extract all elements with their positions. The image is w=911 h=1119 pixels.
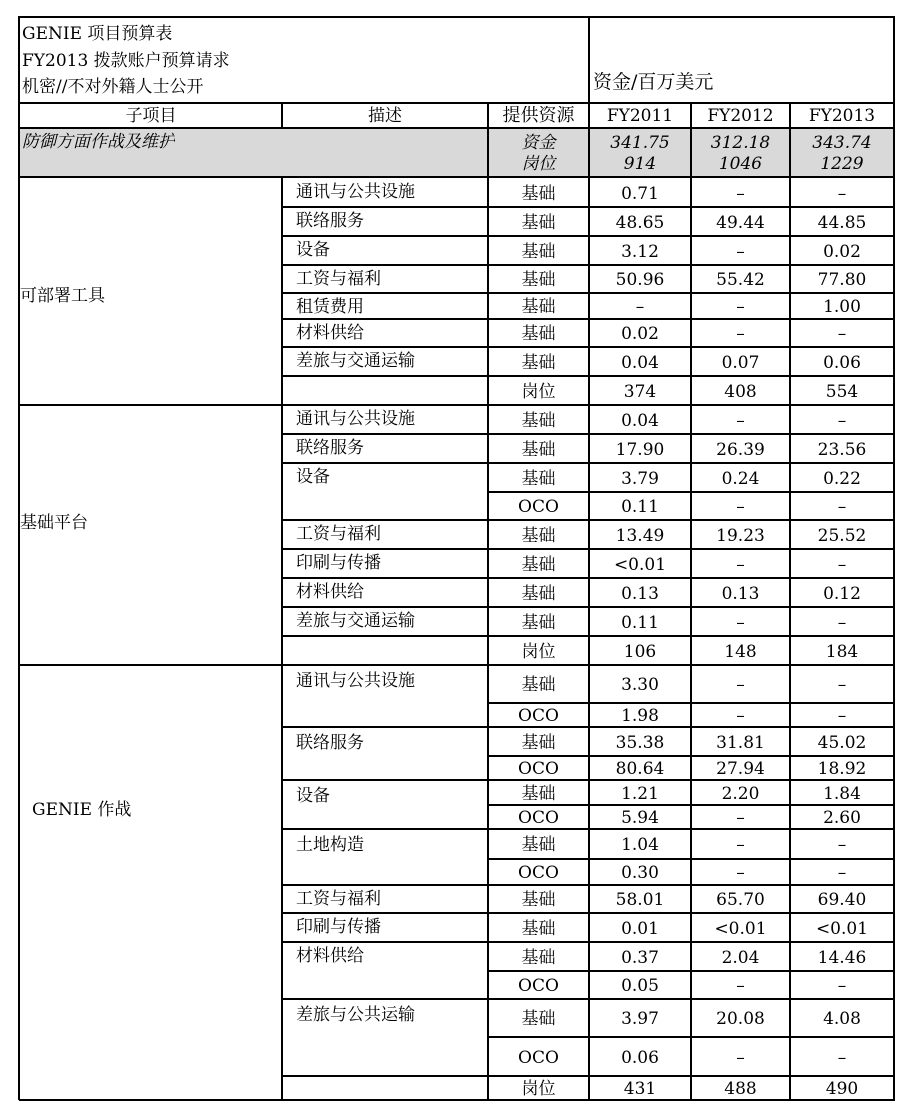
cell-res: 基础: [521, 733, 556, 753]
cell-desc: 土地构造: [296, 835, 364, 855]
cell-fy11: 0.04: [621, 411, 659, 431]
cell-fy12: 20.08: [716, 1009, 765, 1029]
cell-fy11: 3.79: [621, 469, 659, 489]
cell-fy13: 44.85: [817, 213, 867, 233]
cell-desc: 工资与福利: [296, 524, 381, 544]
cell-fy13: 2.60: [823, 808, 861, 828]
grid-vline: [690, 103, 692, 128]
cell-res: 基础: [521, 270, 556, 290]
frame-top: [19, 16, 895, 18]
cell-desc: 差旅与公共运输: [296, 1005, 415, 1025]
grid-hline: [282, 548, 895, 550]
cell-fy13: 0.02: [823, 242, 861, 262]
cell-fy12: 49.44: [716, 213, 765, 233]
header-unit: 资金/百万美元: [593, 72, 714, 92]
cell-fy12: –: [736, 497, 745, 517]
cell-res: OCO: [518, 759, 559, 779]
cell-fy12: –: [736, 555, 745, 575]
cell-fy13: 0.22: [823, 469, 861, 489]
grid-hline: [282, 433, 895, 435]
cell-fy11: 17.90: [615, 440, 665, 460]
cell-fy13: –: [837, 706, 847, 726]
cell-fy13: –: [837, 324, 847, 344]
cell-fy12: 31.81: [716, 733, 765, 753]
cell-fy13: 0.12: [823, 584, 861, 604]
cell-fy12: 2.04: [721, 948, 760, 968]
cell-desc: 印刷与传播: [296, 553, 381, 573]
cell-res: 基础: [521, 584, 556, 604]
col-fy2011: FY2011: [606, 106, 674, 126]
cell-res: 基础: [521, 919, 556, 939]
cell-fy11: 0.05: [621, 976, 659, 996]
grid-vline: [789, 177, 791, 1100]
grid-vline: [281, 177, 283, 1100]
summary-fy2012-posts: 1046: [718, 154, 763, 174]
cell-fy13: –: [837, 613, 847, 633]
summary-fy2011-funds: 341.75: [610, 133, 670, 153]
cell-desc: 差旅与交通运输: [296, 611, 415, 631]
cell-fy11: 0.02: [621, 324, 659, 344]
cell-res: OCO: [518, 863, 559, 883]
header-title: GENIE 项目预算表: [22, 24, 173, 44]
cell-desc: 租赁费用: [296, 297, 364, 317]
cell-fy11: 58.01: [615, 890, 665, 910]
grid-vline: [588, 177, 590, 1100]
cell-fy11: 0.71: [621, 184, 659, 204]
section-line: [19, 664, 895, 666]
cell-res: 基础: [521, 526, 556, 546]
cell-res: 基础: [521, 242, 556, 262]
col-fy2013: FY2013: [808, 106, 876, 126]
grid-hline: [282, 292, 895, 294]
cell-fy11: 0.11: [621, 497, 659, 517]
cell-res: 基础: [521, 411, 556, 431]
cell-fy13: 4.08: [823, 1009, 861, 1029]
cell-desc: 工资与福利: [296, 889, 381, 909]
cell-fy13: 69.40: [817, 890, 867, 910]
cell-fy12: –: [736, 808, 745, 828]
cell-fy12: –: [736, 675, 745, 695]
frame-right: [893, 16, 895, 1100]
summary-label: 防御方面作战及维护: [22, 132, 175, 152]
cell-fy12: 55.42: [716, 270, 765, 290]
cell-fy12: 148: [724, 642, 757, 662]
cell-res: 基础: [521, 440, 556, 460]
cell-fy12: –: [736, 297, 745, 317]
header-classification: 机密//不对外籍人士公开: [22, 77, 204, 97]
grid-hline: [282, 635, 895, 637]
cell-fy12: 408: [724, 382, 757, 402]
cell-fy11: 1.04: [621, 835, 659, 855]
summary-fy2011-posts: 914: [623, 154, 657, 174]
cell-res: 基础: [521, 324, 556, 344]
cell-fy11: 0.37: [621, 948, 659, 968]
summary-fy2013-posts: 1229: [820, 154, 864, 174]
cell-res: 基础: [521, 675, 556, 695]
cell-res: OCO: [518, 1048, 559, 1068]
cell-fy13: –: [837, 835, 847, 855]
cell-fy12: –: [736, 835, 745, 855]
cell-res: 基础: [521, 1009, 556, 1029]
cell-fy12: –: [736, 242, 745, 262]
cell-fy12: 65.70: [716, 890, 765, 910]
grid-hline: [282, 318, 895, 320]
grid-hline: [488, 858, 895, 860]
cell-desc: 联络服务: [296, 211, 364, 231]
summary-res-funds: 资金: [521, 133, 556, 153]
col-fy2012: FY2012: [707, 106, 774, 126]
cell-fy12: 27.94: [716, 759, 765, 779]
cell-fy11: <0.01: [613, 555, 667, 575]
summary-line: [19, 176, 895, 178]
cell-res: OCO: [518, 976, 559, 996]
cell-desc: 设备: [296, 786, 330, 806]
cell-desc: 通讯与公共设施: [296, 409, 415, 429]
cell-fy13: –: [837, 863, 847, 883]
cell-fy11: 0.04: [621, 353, 659, 373]
cell-fy11: 0.06: [621, 1048, 659, 1068]
cell-desc: 材料供给: [296, 323, 364, 343]
cell-fy12: 0.24: [721, 469, 760, 489]
cell-fy12: –: [736, 324, 745, 344]
cell-desc: 材料供给: [296, 582, 364, 602]
frame-bottom: [19, 1099, 895, 1101]
grid-vline: [789, 128, 791, 177]
cell-fy13: 490: [825, 1079, 859, 1099]
cell-desc: 印刷与传播: [296, 917, 381, 937]
grid-hline: [282, 1075, 895, 1077]
cell-desc: 联络服务: [296, 438, 364, 458]
cell-res: 基础: [521, 890, 556, 910]
grid-hline: [488, 755, 895, 757]
grid-hline: [488, 491, 895, 493]
cell-res: OCO: [518, 808, 559, 828]
grid-vline: [690, 128, 692, 177]
cell-fy12: –: [736, 1048, 745, 1068]
cell-fy11: 374: [623, 382, 657, 402]
cell-fy13: 1.84: [823, 784, 861, 804]
cell-fy13: <0.01: [815, 919, 869, 939]
cell-res: 基础: [521, 184, 556, 204]
grid-hline: [282, 264, 895, 266]
cell-fy13: 184: [825, 642, 859, 662]
cell-fy11: 3.12: [621, 242, 659, 262]
cell-fy11: 0.01: [621, 919, 659, 939]
cell-fy13: –: [837, 555, 847, 575]
cell-desc: 通讯与公共设施: [296, 671, 415, 691]
section-label: GENIE 作战: [32, 800, 132, 820]
cell-desc: 设备: [296, 240, 330, 260]
grid-hline: [282, 998, 895, 1000]
col-desc: 描述: [368, 106, 402, 126]
cell-fy12: 26.39: [716, 440, 765, 460]
cell-res: 基础: [521, 213, 556, 233]
colhead-line: [19, 127, 895, 129]
grid-vline: [690, 177, 692, 1100]
cell-res: 基础: [521, 784, 556, 804]
col-res: 提供资源: [502, 106, 575, 126]
cell-res: 基础: [521, 555, 556, 575]
grid-hline: [282, 375, 895, 377]
cell-fy12: 488: [724, 1079, 757, 1099]
cell-fy12: –: [736, 706, 745, 726]
grid-hline: [282, 941, 895, 943]
grid-hline: [282, 828, 895, 830]
cell-desc: 材料供给: [296, 946, 364, 966]
grid-hline: [282, 577, 895, 579]
grid-hline: [488, 804, 895, 806]
cell-fy11: 3.97: [621, 1009, 659, 1029]
grid-hline: [488, 1036, 895, 1038]
cell-fy13: 23.56: [817, 440, 867, 460]
grid-hline: [282, 235, 895, 237]
cell-fy12: –: [736, 411, 745, 431]
cell-fy13: 1.00: [823, 297, 861, 317]
cell-fy12: –: [736, 613, 745, 633]
grid-vline: [588, 128, 590, 177]
cell-fy13: –: [837, 976, 847, 996]
cell-desc: 联络服务: [296, 733, 364, 753]
cell-fy13: –: [837, 497, 847, 517]
section-line: [19, 404, 895, 406]
grid-hline: [282, 346, 895, 348]
cell-fy11: 48.65: [615, 213, 665, 233]
grid-vline: [281, 103, 283, 128]
cell-fy13: –: [837, 184, 847, 204]
cell-res: 基础: [521, 613, 556, 633]
cell-fy11: 5.94: [621, 808, 659, 828]
cell-res: OCO: [518, 497, 559, 517]
grid-hline: [282, 884, 895, 886]
cell-fy11: 431: [623, 1079, 657, 1099]
summary-fy2012-funds: 312.18: [710, 133, 771, 153]
cell-res: 岗位: [521, 382, 556, 402]
cell-fy12: 0.13: [721, 584, 760, 604]
grid-hline: [282, 519, 895, 521]
cell-fy11: 0.13: [621, 584, 659, 604]
section-label: 可部署工具: [20, 286, 105, 306]
cell-res: 基础: [521, 469, 556, 489]
cell-fy13: –: [837, 675, 847, 695]
cell-fy12: 19.23: [716, 526, 765, 546]
section-label: 基础平台: [20, 513, 88, 533]
cell-fy11: 0.11: [621, 613, 659, 633]
cell-fy13: –: [837, 411, 847, 431]
grid-hline: [282, 606, 895, 608]
cell-fy11: –: [635, 297, 645, 317]
cell-fy13: 0.06: [823, 353, 861, 373]
cell-fy12: 0.07: [721, 353, 760, 373]
header-row-line: [19, 102, 895, 104]
cell-desc: 设备: [296, 467, 330, 487]
cell-fy11: 50.96: [615, 270, 665, 290]
cell-desc: 通讯与公共设施: [296, 182, 415, 202]
grid-vline: [487, 177, 489, 1100]
cell-fy11: 35.38: [615, 733, 665, 753]
summary-fy2013-funds: 343.74: [812, 133, 872, 153]
cell-fy11: 1.21: [621, 784, 659, 804]
grid-hline: [282, 206, 895, 208]
grid-hline: [282, 462, 895, 464]
cell-res: 基础: [521, 297, 556, 317]
grid-vline: [789, 103, 791, 128]
cell-res: 基础: [521, 948, 556, 968]
cell-fy11: 80.64: [615, 759, 665, 779]
cell-desc: 差旅与交通运输: [296, 351, 415, 371]
cell-res: 基础: [521, 353, 556, 373]
cell-fy11: 1.98: [621, 706, 659, 726]
cell-fy13: 25.52: [817, 526, 867, 546]
header-divider: [588, 16, 590, 128]
grid-vline: [487, 103, 489, 128]
header-subtitle: FY2013 拨款账户预算请求: [22, 51, 230, 71]
grid-hline: [282, 912, 895, 914]
grid-hline: [488, 970, 895, 972]
grid-hline: [282, 779, 895, 781]
cell-res: 基础: [521, 835, 556, 855]
cell-fy13: –: [837, 1048, 847, 1068]
cell-fy12: –: [736, 863, 745, 883]
col-sub: 子项目: [125, 106, 177, 126]
cell-fy13: 18.92: [817, 759, 867, 779]
grid-hline: [282, 726, 895, 728]
cell-res: OCO: [518, 706, 559, 726]
grid-vline: [487, 128, 489, 177]
cell-res: 岗位: [521, 1079, 556, 1099]
frame-left: [18, 16, 20, 1100]
cell-fy11: 3.30: [621, 675, 659, 695]
cell-fy12: –: [736, 184, 745, 204]
cell-fy11: 0.30: [621, 863, 659, 883]
summary-res-posts: 岗位: [521, 154, 556, 174]
cell-fy13: 554: [825, 382, 859, 402]
cell-fy13: 14.46: [817, 948, 867, 968]
grid-hline: [488, 702, 895, 704]
cell-fy11: 106: [623, 642, 657, 662]
cell-fy13: 77.80: [817, 270, 867, 290]
cell-desc: 工资与福利: [296, 269, 381, 289]
cell-fy11: 13.49: [615, 526, 665, 546]
cell-fy12: –: [736, 976, 745, 996]
cell-fy13: 45.02: [817, 733, 867, 753]
cell-fy12: 2.20: [721, 784, 760, 804]
cell-fy12: <0.01: [714, 919, 767, 939]
cell-res: 岗位: [521, 642, 556, 662]
